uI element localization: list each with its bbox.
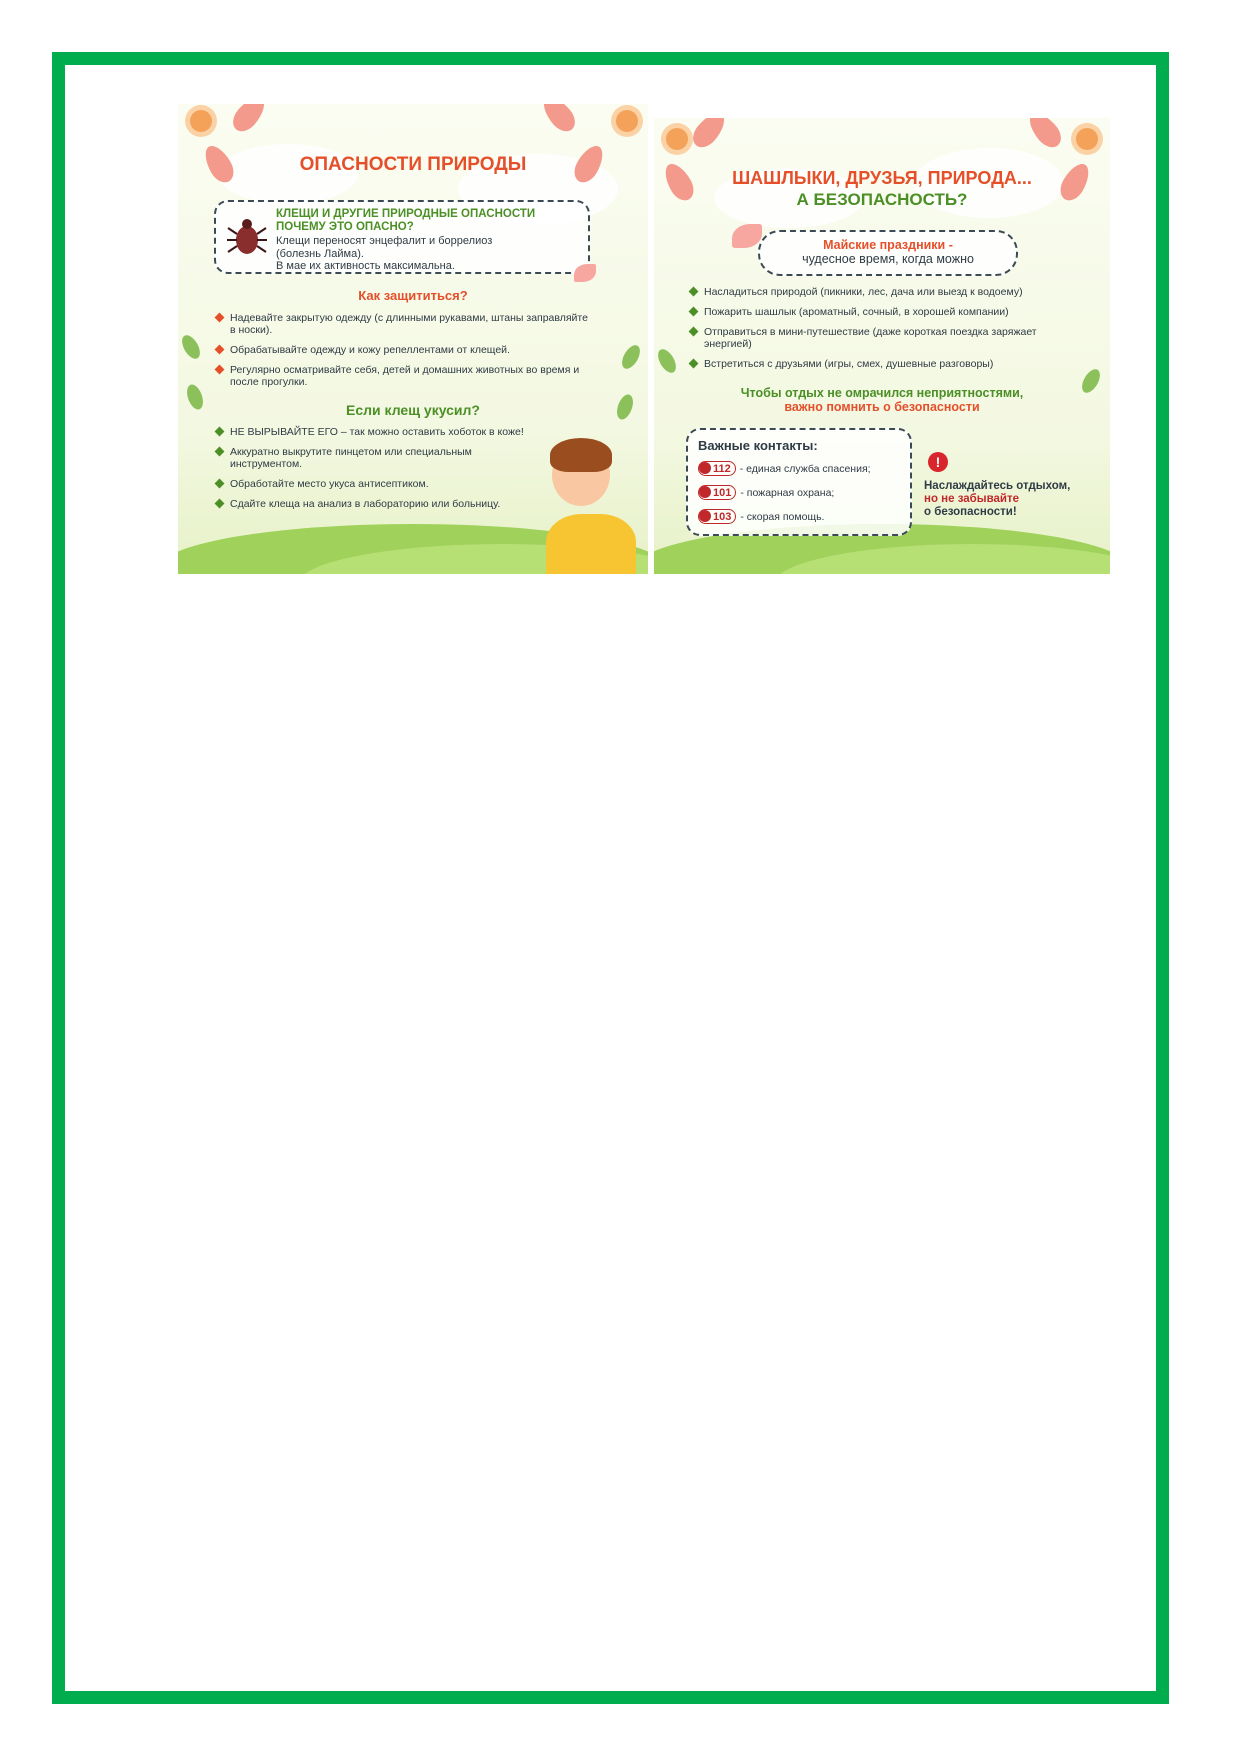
petal-icon xyxy=(688,118,731,152)
list-item: Отправиться в мини-путешествие (даже короткая поездка заряжает энергией) xyxy=(688,326,1088,350)
tick-info-box xyxy=(214,200,590,274)
list-item: Встретиться с друзьями (игры, смех, душевные разговоры) xyxy=(688,358,1088,370)
petal-icon xyxy=(228,104,271,136)
tick-icon xyxy=(226,212,268,260)
list-item: Пожарить шашлык (ароматный, сочный, в хорошей компании) xyxy=(688,306,1088,318)
flower-icon xyxy=(190,110,212,132)
list-item: Обрабатывайте одежду и кожу репеллентами от клещей. xyxy=(214,344,594,356)
contact-row: 103 - скорая помощь. xyxy=(698,509,900,524)
bite-heading: Если клещ укусил? xyxy=(346,402,480,418)
activities-list xyxy=(688,286,1088,378)
leaf-icon xyxy=(618,342,643,372)
phone-badge: 103 xyxy=(698,509,736,524)
butterfly-icon xyxy=(574,264,596,282)
flower-icon xyxy=(616,110,638,132)
protect-list xyxy=(214,312,594,396)
leaf-icon xyxy=(654,346,679,376)
badge-line: Майские праздники - xyxy=(823,238,953,252)
phone-icon xyxy=(699,510,711,522)
flower-icon xyxy=(1076,128,1098,150)
phone-icon xyxy=(699,486,711,498)
phone-badge: 112 xyxy=(698,461,736,476)
petal-icon xyxy=(1024,118,1067,152)
may-holidays-badge xyxy=(758,230,1018,276)
poster-title: ШАШЛЫКИ, ДРУЗЬЯ, ПРИРОДА... xyxy=(732,168,1032,188)
badge-line: чудесное время, когда можно xyxy=(802,252,974,266)
tick-box-heading: КЛЕЩИ И ДРУГИЕ ПРИРОДНЫЕ ОПАСНОСТИ ПОЧЕМУ ЭТО ОПАСНО? xyxy=(276,208,536,233)
enjoy-note: Наслаждайтесь отдыхом, но не забывайте о безопасности! xyxy=(924,480,1071,518)
butterfly-icon xyxy=(732,224,762,248)
list-item: Обработайте место укуса антисептиком. xyxy=(214,478,584,490)
contact-row: 112 - единая служба спасения; xyxy=(698,461,900,476)
contact-row: 101 - пожарная охрана; xyxy=(698,485,900,500)
poster-subtitle: А БЕЗОПАСНОСТЬ? xyxy=(796,190,968,209)
petal-icon xyxy=(538,104,581,136)
reminder-line: Чтобы отдых не омрачился неприятностями, xyxy=(740,386,1024,400)
poster-title: ОПАСНОСТИ ПРИРОДЫ xyxy=(299,154,527,175)
list-item: Аккуратно выкрутите пинцетом или специальным инструментом. xyxy=(214,446,584,470)
list-item: Надевайте закрытую одежду (с длинными рукавами, штаны заправляйте в носки). xyxy=(214,312,594,336)
protect-heading: Как защититься? xyxy=(358,288,468,303)
leaf-icon xyxy=(178,332,203,362)
list-item: Регулярно осматривайте себя, детей и домашних животных во время и после прогулки. xyxy=(214,364,594,388)
bite-list xyxy=(214,426,584,518)
list-item: Сдайте клеща на анализ в лабораторию или больницу. xyxy=(214,498,584,510)
tick-box-text: В мае их активность максимальна. xyxy=(276,260,455,272)
phone-badge: 101 xyxy=(698,485,736,500)
contacts-heading: Важные контакты: xyxy=(698,438,818,453)
boy-body xyxy=(546,514,636,574)
phone-icon xyxy=(699,462,711,474)
holiday-safety-poster xyxy=(654,118,1110,574)
list-item: НЕ ВЫРЫВАЙТЕ ЕГО – так можно оставить хоботок в коже! xyxy=(214,426,584,438)
list-item: Насладиться природой (пикники, лес, дача или выезд к водоему) xyxy=(688,286,1088,298)
exclamation-icon: ! xyxy=(928,452,948,472)
flower-icon xyxy=(666,128,688,150)
tick-box-text: Клещи переносят энцефалит и боррелиоз (болезнь Лайма). xyxy=(276,235,493,260)
tick-danger-poster xyxy=(178,104,648,574)
boy-hair xyxy=(550,438,612,472)
contacts-box xyxy=(686,428,912,536)
reminder-line: важно помнить о безопасности xyxy=(784,400,980,414)
